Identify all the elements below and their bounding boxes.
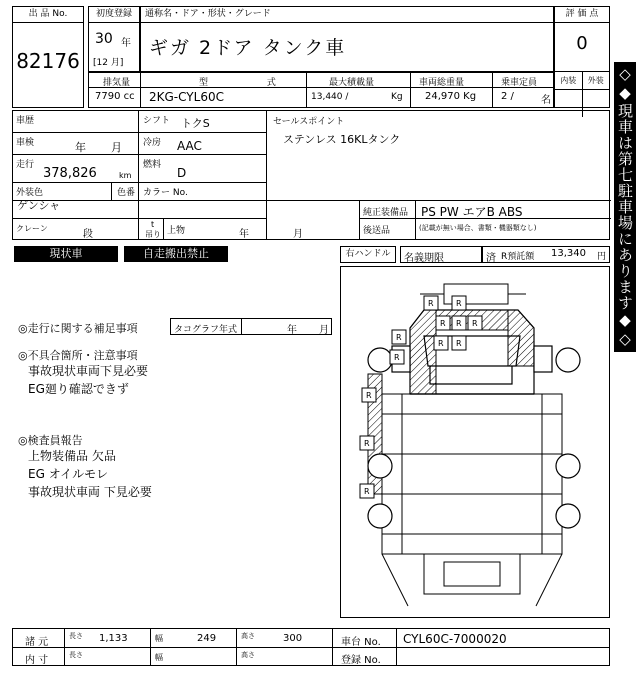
recycle-value: 13,340 [551, 248, 586, 259]
vehicle-name: ギガ 2ドア タンク車 [149, 37, 347, 59]
r-mark-9-text: R [394, 353, 400, 362]
inspector-line-2: EG オイルモレ [28, 467, 109, 481]
name-change-label: 名義期限 [404, 253, 444, 264]
inspector-line-1: 上物装備品 欠品 [28, 449, 116, 463]
reg-year-unit: 年 [121, 38, 131, 49]
r-mark-9 [390, 350, 404, 364]
r-mark-10 [362, 388, 376, 402]
inspection-year: 年 [75, 141, 86, 154]
inner-height-label: 高さ [241, 651, 255, 659]
model-label: 型 式 [199, 78, 304, 88]
parking-location-banner: ◇◆現車は第七駐車場にあります◆◇ [614, 62, 636, 352]
gross-value: 24,970 Kg [425, 91, 477, 102]
width-label: 幅 [155, 634, 163, 643]
chassis-value: CYL60C-7000020 [403, 632, 507, 646]
no-self-drive-badge: 自走搬出禁止 [124, 246, 228, 262]
interior-label: 内装 [555, 72, 583, 89]
first-reg-box [88, 6, 140, 72]
r-mark-1-text: R [428, 299, 434, 308]
current-condition-badge: 現状車 [14, 246, 118, 262]
tacho-box [170, 318, 332, 335]
r-mark-6-text: R [438, 339, 444, 348]
first-reg-label: 初度登録 [89, 7, 139, 23]
displacement-value: 7790 cc [95, 91, 135, 102]
inspection-label: 車検 [16, 138, 35, 148]
capacity-value: 2 / [501, 91, 514, 102]
r-mark-5 [468, 316, 482, 330]
recycle-box [482, 246, 610, 263]
length-label: 長さ [69, 632, 83, 640]
name-box [140, 6, 554, 72]
length-value: 1,133 [99, 633, 128, 644]
inner-label: 内 寸 [25, 655, 49, 666]
displacement-label: 排気量 [103, 78, 131, 88]
r-mark-8 [392, 330, 406, 344]
r-mark-11-text: R [364, 439, 370, 448]
r-mark-8-text: R [396, 333, 402, 342]
rear-wheels [368, 454, 580, 528]
inspector-line-3: 事故現状車両 下見必要 [28, 485, 152, 499]
defects-line-1: 事故現状車両下見必要 [28, 364, 149, 378]
score-box [554, 6, 610, 108]
mileage-unit: km [119, 171, 132, 180]
lot-box [12, 6, 84, 108]
r-mark-10-text: R [366, 391, 372, 400]
sales-point-label: セールスポイント [273, 117, 345, 127]
upper-month: 月 [293, 229, 303, 240]
ac-label: 冷房 [143, 138, 162, 148]
dims-label: 諸 元 [25, 637, 49, 648]
mileage-label: 走行 [16, 160, 35, 170]
name-change-box [400, 246, 482, 263]
crane-t: t [151, 220, 155, 229]
inspection-month: 月 [111, 141, 122, 154]
score-label: 評 価 点 [555, 7, 609, 23]
steering-box: 右ハンドル [340, 246, 396, 263]
lot-label: 出 品 No. [13, 7, 83, 23]
defects-title: ◎不具合箇所・注意事項 [18, 349, 138, 362]
history-label: 車歴 [16, 116, 35, 126]
upper-label: 上物 [167, 226, 186, 236]
crane-label: クレーン [16, 224, 48, 233]
footer-table [12, 628, 610, 666]
r-mark-1 [424, 296, 438, 310]
shift-value: トクS [181, 117, 210, 130]
tacho-label: タコグラフ年式 [174, 325, 238, 335]
width-value: 249 [197, 633, 217, 644]
running-notes-title: ◎走行に関する補足事項 [18, 322, 138, 335]
std-equip-label: 純正装備品 [363, 208, 409, 218]
color-label: 外装色 [16, 188, 44, 198]
crane-hang: 吊り [145, 230, 161, 239]
inner-width-label: 幅 [155, 653, 163, 662]
chassis-label: 車台 No. [341, 637, 381, 648]
height-label: 高さ [241, 632, 255, 640]
r-mark-4-text: R [456, 319, 462, 328]
ac-value: AAC [177, 139, 202, 153]
color-no-label: 色番 [117, 188, 136, 198]
r-mark-7 [452, 336, 466, 350]
r-mark-3 [436, 316, 450, 330]
tacho-month: 月 [319, 325, 329, 336]
fuel-value: D [177, 166, 187, 180]
aftermarket-note: (記載が無い場合、書類・機器類なし) [419, 224, 537, 232]
r-mark-5-text: R [472, 319, 478, 328]
sales-point-value: ステンレス 16KLタンク [283, 133, 401, 146]
recycle-prefix: 済 [486, 253, 496, 264]
defects-line-2: EG廻り確認できず [28, 382, 129, 396]
upper-year: 年 [239, 229, 249, 240]
r-mark-2 [452, 296, 466, 310]
tacho-year: 年 [287, 325, 297, 336]
fuel-label: 燃料 [143, 160, 162, 170]
registration-label: 登録 No. [341, 655, 381, 666]
name-label: 通称名・ドア・形状・グレード [141, 7, 553, 23]
r-mark-11 [360, 436, 374, 450]
lot-number: 82176 [16, 49, 80, 73]
max-load-unit: Kg [391, 92, 403, 102]
inspector-title: ◎検査員報告 [18, 434, 83, 447]
details-block [12, 110, 610, 240]
r-mark-2-text: R [456, 299, 462, 308]
r-mark-7-text: R [456, 339, 462, 348]
color-value: ゲンシャ [17, 199, 61, 212]
r-mark-12 [360, 484, 374, 498]
model-value: 2KG-CYL60C [149, 90, 224, 104]
reg-month: [12 月] [93, 58, 124, 68]
capacity-unit: 名 [541, 95, 551, 106]
recycle-label: R預託額 [501, 252, 535, 262]
height-value: 300 [283, 633, 303, 644]
r-mark-4 [452, 316, 466, 330]
shift-label: シフト [143, 116, 171, 126]
exterior-label: 外装 [587, 76, 604, 85]
r-mark-3-text: R [440, 319, 446, 328]
gross-label: 車両総重量 [419, 78, 465, 88]
crane-step: 段 [83, 229, 93, 240]
capacity-label: 乗車定員 [501, 78, 538, 88]
aftermarket-label: 後送品 [363, 226, 391, 236]
inner-length-label: 長さ [69, 651, 83, 659]
score-value: 0 [576, 33, 588, 54]
truck-diagram [340, 266, 610, 618]
std-equip-value: PS PW エアB ABS [421, 205, 523, 219]
reg-year: 30 [95, 31, 113, 47]
color-no-label2: カラー No. [143, 188, 188, 198]
body [382, 394, 562, 606]
r-mark-12-text: R [364, 487, 370, 496]
mileage-value: 378,826 [43, 166, 97, 181]
spec-row [88, 72, 554, 108]
r-mark-6 [434, 336, 448, 350]
recycle-unit: 円 [597, 252, 607, 262]
max-load-label: 最大積載量 [329, 78, 375, 88]
max-load-value: 13,440 / [311, 92, 349, 102]
